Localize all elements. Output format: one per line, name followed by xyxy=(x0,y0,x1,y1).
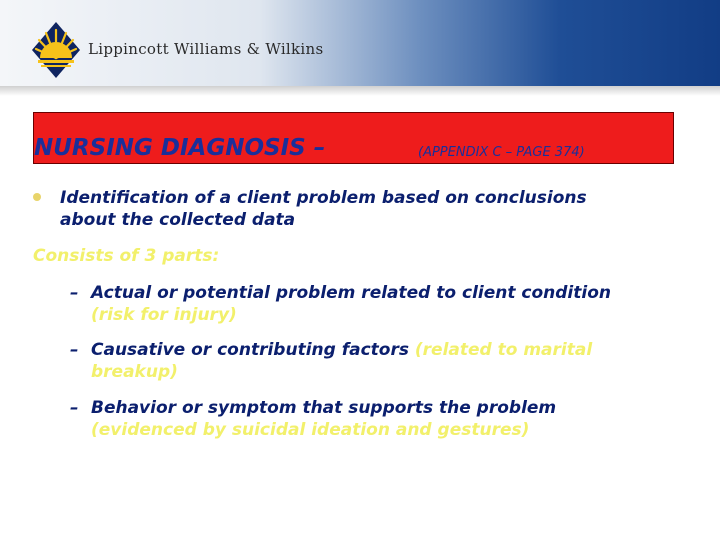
bullet-line-2: about the collected data xyxy=(60,210,296,230)
part-3-text: Behavior or symptom that supports the problem xyxy=(91,398,557,418)
logo-wordmark: Lippincott Williams & Wilkins xyxy=(88,40,324,58)
sub-bullet-dash: – xyxy=(70,398,79,418)
consists-heading: Consists of 3 parts: xyxy=(33,246,220,266)
sunburst-logo-icon xyxy=(30,20,82,80)
sub-bullet-dash: – xyxy=(70,283,79,303)
part-2-text: Causative or contributing factors xyxy=(91,340,415,360)
part-2-example: (related to marital xyxy=(414,340,593,360)
slide-title-reference: (APPENDIX C – PAGE 374) xyxy=(418,145,585,160)
part-2-line-1 xyxy=(91,339,592,361)
slide-title: NURSING DIAGNOSIS – xyxy=(34,135,326,161)
title-box xyxy=(33,112,674,164)
part-1-text: Actual or potential problem related to client condition xyxy=(91,283,611,303)
part-1-example: (risk for injury) xyxy=(91,305,237,325)
part-3-example: (evidenced by suicidal ideation and gestures) xyxy=(91,420,530,440)
header-shadow xyxy=(0,86,720,96)
bullet-line-1: Identification of a client problem based on conclusions xyxy=(60,188,587,208)
sub-bullet-dash: – xyxy=(70,340,79,360)
bullet-dot-icon xyxy=(33,193,41,201)
part-2-example-continued: breakup) xyxy=(91,362,178,382)
